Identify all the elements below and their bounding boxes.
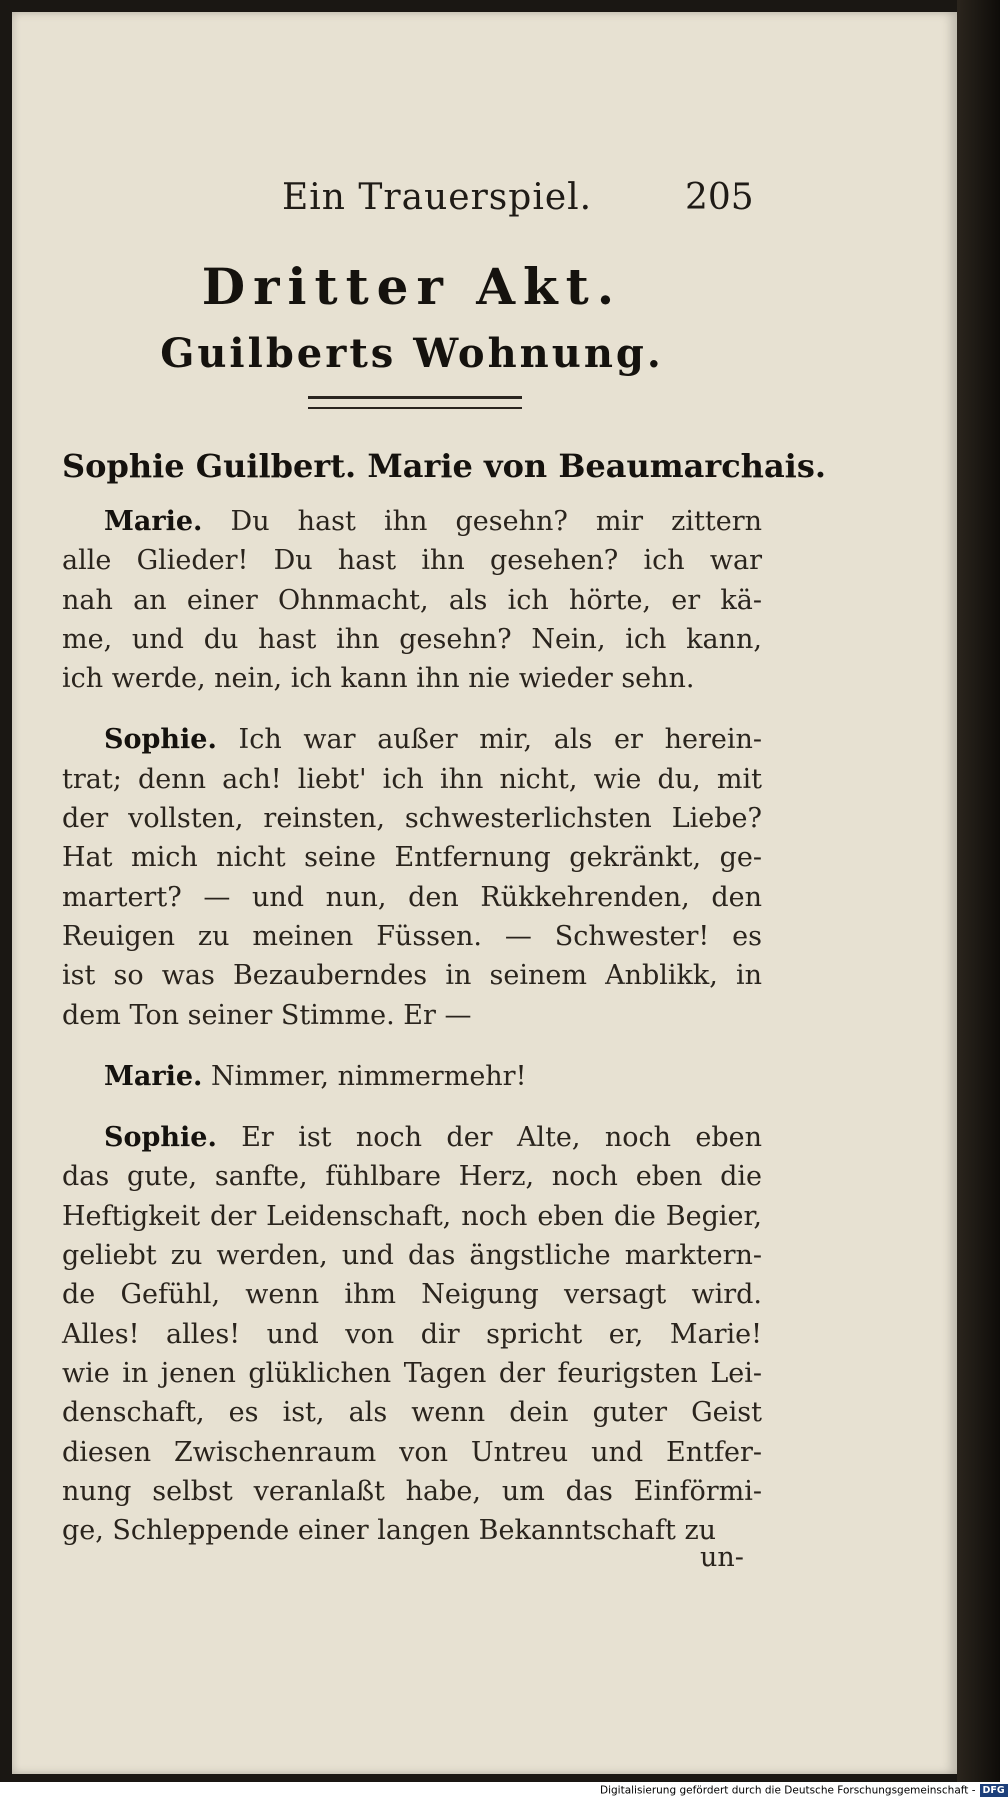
text-line	[62, 541, 762, 580]
text-line	[62, 502, 762, 541]
dialogue-paragraph	[62, 720, 762, 1034]
line-text: de Gefühl, wenn ihm Neigung versagt wird.	[62, 1279, 762, 1311]
text-line	[62, 620, 762, 659]
text-line	[62, 720, 762, 759]
dfg-logo: DFG	[980, 1784, 1008, 1797]
text-line	[62, 1236, 762, 1275]
text-line	[62, 799, 762, 838]
line-text: ge, Schleppende einer langen Bekanntschaft zu	[62, 1515, 717, 1547]
act-title: Dritter Akt.	[201, 257, 623, 316]
line-text: das gute, sanfte, fühlbare Herz, noch eben die	[62, 1161, 762, 1193]
text-line	[62, 659, 762, 698]
text-line	[62, 1157, 762, 1196]
line-text: Er ist noch der Alte, noch eben	[241, 1122, 762, 1154]
dialogue-paragraph	[62, 1118, 762, 1550]
line-text: alle Glieder! Du hast ihn gesehen? ich war	[62, 545, 762, 577]
line-text: Hat mich nicht seine Entfernung gekränkt, ge-	[62, 842, 762, 874]
text-line	[62, 838, 762, 877]
line-text: me, und du hast ihn gesehn? Nein, ich kann,	[62, 623, 762, 655]
text-line	[62, 581, 762, 620]
text-line	[62, 760, 762, 799]
line-text: Nimmer, nimmermehr!	[211, 1060, 527, 1092]
text-line	[62, 1472, 762, 1511]
cast-list: Sophie Guilbert. Marie von Beaumarchais.	[62, 447, 826, 485]
line-text: Heftigkeit der Leidenschaft, noch eben die Begier,	[62, 1200, 762, 1232]
scene-title: Guilberts Wohnung.	[160, 330, 664, 377]
line-text: Ich war außer mir, als er herein-	[238, 724, 762, 756]
text-line	[62, 1393, 762, 1432]
speaker-name: Sophie.	[104, 1122, 217, 1154]
text-line	[62, 878, 762, 917]
line-text: denschaft, es ist, als wenn dein guter Geist	[62, 1397, 762, 1429]
text-line	[62, 1511, 762, 1550]
line-text: wie in jenen glüklichen Tagen der feurigsten Lei-	[62, 1357, 762, 1389]
line-text: nah an einer Ohnmacht, als ich hörte, er kä-	[62, 584, 762, 616]
text-line	[62, 1275, 762, 1314]
line-text: ist so was Bezauberndes in seinem Anblikk, in	[62, 960, 762, 992]
line-text: ich werde, nein, ich kann ihn nie wieder sehn.	[62, 663, 695, 695]
text-line	[62, 1118, 762, 1157]
speaker-name: Sophie.	[104, 724, 217, 756]
text-line	[62, 1315, 762, 1354]
dialogue-paragraph	[62, 1057, 762, 1096]
digitization-credit	[600, 1784, 1005, 1800]
text-line	[62, 1057, 762, 1096]
dialogue-body	[62, 502, 762, 1572]
catchword: un-	[700, 1542, 744, 1573]
text-line	[62, 956, 762, 995]
speaker-name: Marie.	[104, 1060, 203, 1092]
page-number: 205	[685, 177, 754, 218]
line-text: dem Ton seiner Stimme. Er —	[62, 999, 472, 1031]
book-edge	[957, 0, 1000, 1782]
line-text: Alles! alles! und von dir spricht er, Marie!	[62, 1318, 762, 1350]
line-text: geliebt zu werden, und das ängstliche marktern-	[62, 1240, 762, 1272]
speaker-name: Marie.	[104, 506, 203, 537]
book-page	[12, 12, 957, 1774]
line-text: Reuigen zu meinen Füssen. — Schwester! es	[62, 920, 762, 952]
text-line	[62, 1354, 762, 1393]
line-text: Du hast ihn gesehn? mir zittern	[230, 506, 762, 537]
text-line	[62, 1433, 762, 1472]
line-text: trat; denn ach! liebt' ich ihn nicht, wie du, mit	[62, 763, 762, 795]
line-text: der vollsten, reinsten, schwesterlichsten Liebe?	[62, 803, 762, 835]
line-text: nung selbst veranlaßt habe, um das Einförmi-	[62, 1475, 762, 1507]
page-header	[12, 177, 957, 227]
text-line	[62, 917, 762, 956]
text-line	[62, 996, 762, 1035]
running-title: Ein Trauerspiel.	[282, 177, 593, 218]
credit-text: Digitalisierung gefördert durch die Deutsche Forschungsgemeinschaft -	[600, 1784, 976, 1797]
ornament-rule	[308, 396, 522, 409]
line-text: martert? — und nun, den Rükkehrenden, den	[62, 881, 762, 913]
line-text: diesen Zwischenraum von Untreu und Entfer-	[62, 1436, 762, 1468]
text-line	[62, 1197, 762, 1236]
dialogue-paragraph	[62, 502, 762, 698]
